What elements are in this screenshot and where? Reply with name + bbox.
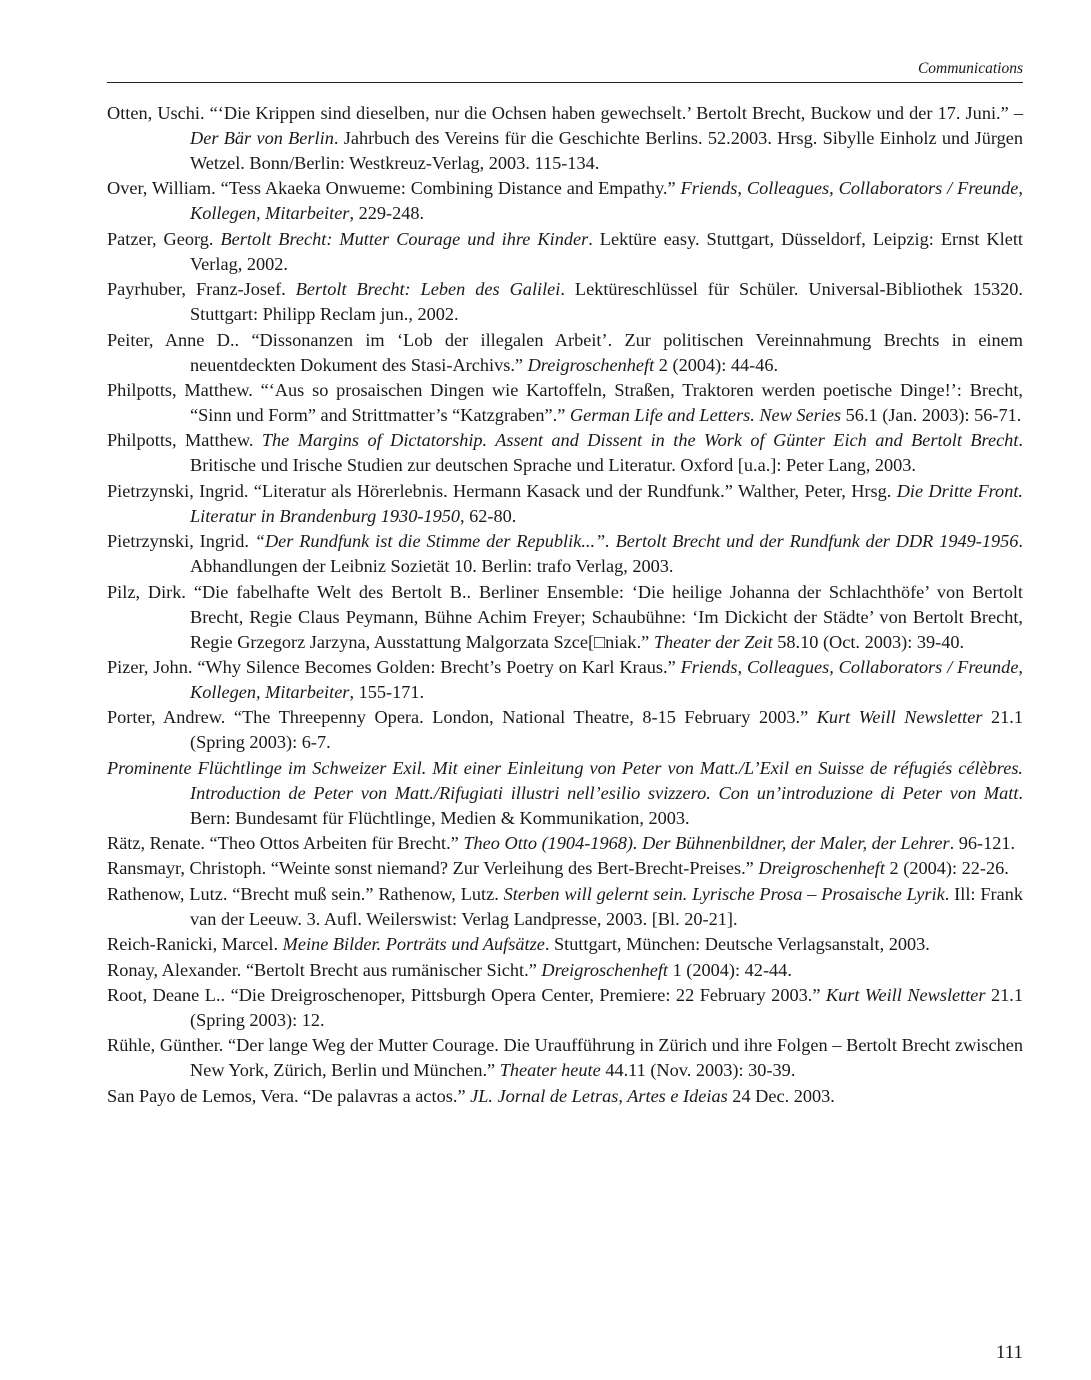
entry-title-italic: Prominente Flüchtlinge im Schweizer Exil. Mit einer Einleitung von Peter von Matt./L’Exil en Suisse de réfugiés célèbres. Introduction de Peter von Matt./Rifugiati illustri nell’esilio svizzero. Con un’introduzione di Peter von Matt: [107, 757, 1023, 803]
page-number: 111: [995, 1342, 1023, 1363]
bibliography-entry: [107, 1033, 1023, 1083]
entry-title-italic: Friends, Colleagues, Collaborators / Freunde, Kollegen, Mitarbeiter: [190, 178, 1023, 224]
entry-text: Philpotts, Matthew. “‘Aus so prosaischen Dingen wie Kartoffeln, Straßen, Traktoren werden poetische Dinge!’: Brecht, “Sinn und Form” and Strittmatter’s “Katzgraben”.”: [107, 379, 1023, 425]
entry-text: , 229-248.: [349, 203, 425, 224]
entry-text: Reich-Ranicki, Marcel.: [107, 934, 283, 955]
bibliography-entry: [107, 277, 1023, 327]
entry-text: 56.1 (Jan. 2003): 56-71.: [841, 404, 1022, 425]
bibliography-entry: [107, 882, 1023, 932]
bibliography-entry: [107, 831, 1023, 856]
entry-text: . Abhandlungen der Leibniz Sozietät 10. Berlin: trafo Verlag, 2003.: [190, 531, 1023, 577]
entry-text: Pizer, John. “Why Silence Becomes Golden: Brecht’s Poetry on Karl Kraus.”: [107, 656, 681, 677]
entry-text: Pietrzynski, Ingrid.: [107, 531, 255, 552]
entry-text: Porter, Andrew. “The Threepenny Opera. London, National Theatre, 8-15 February 2003.”: [107, 707, 817, 728]
entry-text: . Ill: Frank van der Leeuw. 3. Aufl. Weilerswist: Verlag Landpresse, 2003. [Bl. 20-21].: [190, 883, 1023, 929]
entry-title-italic: JL. Jornal de Letras, Artes e Ideias: [470, 1085, 728, 1106]
entry-text: Pietrzynski, Ingrid. “Literatur als Hörerlebnis. Hermann Kasack und der Rundfunk.” Walther, Peter, Hrsg.: [107, 480, 897, 501]
entry-text: . Lektüre easy. Stuttgart, Düsseldorf, Leipzig: Ernst Klett Verlag, 2002.: [190, 228, 1023, 274]
entry-title-italic: Theater heute: [499, 1060, 601, 1081]
entry-text: . Britische und Irische Studien zur deutschen Sprache und Literatur. Oxford [u.a.]: Peter Lang, 2003.: [190, 430, 1023, 476]
entry-text: 2 (2004): 44-46.: [654, 354, 779, 375]
bibliography-entry: [107, 580, 1023, 655]
entry-text: 44.11 (Nov. 2003): 30-39.: [600, 1060, 796, 1081]
entry-text: Rühle, Günther. “Der lange Weg der Mutter Courage. Die Uraufführung in Zürich und ihre Folgen – Bertolt Brecht zwischen New York, Zürich, Berlin und München.”: [107, 1035, 1023, 1081]
bibliography-entry: [107, 378, 1023, 428]
bibliography-entry: [107, 856, 1023, 881]
entry-title-italic: Sterben will gelernt sein. Lyrische Prosa – Prosaische Lyrik: [503, 883, 945, 904]
entry-text: Rathenow, Lutz. “Brecht muß sein.” Rathenow, Lutz.: [107, 883, 504, 904]
entry-title-italic: The Margins of Dictatorship. Assent and Dissent in the Work of Günter Eich and Bertolt Brecht: [261, 430, 1019, 451]
bibliography-entry: [107, 101, 1023, 176]
entry-title-italic: Dreigroschenheft: [758, 858, 885, 879]
entry-text: Peiter, Anne D.. “Dissonanzen im ‘Lob der illegalen Arbeit’. Zur politischen Vereinnahmung Brechts in einem neuentdeckten Dokument des Stasi-Archivs.”: [107, 329, 1023, 375]
entry-title-italic: Der Bär von Berlin: [190, 128, 334, 148]
entry-title-italic: Theo Otto (1904-1968). Der Bühnenbildner, der Maler, der Lehrer: [463, 833, 950, 854]
entry-title-italic: Bertolt Brecht: Leben des Galilei: [295, 279, 561, 300]
bibliography-entry: [107, 328, 1023, 378]
bibliography-entry: [107, 983, 1023, 1033]
entry-text: , 62-80.: [460, 505, 517, 526]
entry-text: 21.1 (Spring 2003): 6-7.: [190, 707, 1024, 753]
bibliography-entry: [107, 227, 1023, 277]
bibliography-entry: [107, 705, 1023, 755]
entry-text: 58.10 (Oct. 2003): 39-40.: [772, 631, 965, 652]
entry-title-italic: Bertolt Brecht: Mutter Courage und ihre Kinder: [220, 228, 589, 249]
bibliography-entry: [107, 932, 1023, 957]
entry-text: Pilz, Dirk. “Die fabelhafte Welt des Bertolt B.. Berliner Ensemble: ‘Die heilige Johanna der Schlachthöfe’ von Bertolt Brecht, Regie Claus Peymann, Bühne Achim Freyer; Schaubühne: ‘Im Dickicht der Städte’ von Bertolt Brecht, Regie Grzegorz Jarzyna, Ausstattung Malgorzata Szce[□niak.”: [107, 581, 1023, 652]
entry-title-italic: Dreigroschenheft: [527, 354, 655, 375]
entry-text: . Jahrbuch des Vereins für die Geschichte Berlins. 52.2003. Hrsg. Sibylle Einholz und Jürgen Wetzel. Bonn/Berlin: Westkreuz-Verlag, 2003. 115-134.: [190, 128, 1023, 173]
entry-text: 24 Dec. 2003.: [727, 1085, 835, 1106]
entry-title-italic: Theater der Zeit: [653, 631, 773, 652]
bibliography-entry: [107, 529, 1023, 579]
entry-text: Root, Deane L.. “Die Dreigroschenoper, Pittsburgh Opera Center, Premiere: 22 February 2003.”: [107, 985, 826, 1006]
entry-title-italic: Kurt Weill Newsletter: [825, 985, 986, 1006]
entry-text: 21.1 (Spring 2003): 12.: [190, 985, 1024, 1031]
entry-text: , 155-171.: [349, 681, 425, 702]
bibliography-list: [107, 101, 1023, 1109]
bibliography-entry: [107, 479, 1023, 529]
bibliography-entry: [107, 655, 1023, 705]
entry-text: Payrhuber, Franz-Josef.: [107, 279, 296, 300]
entry-text: . Stuttgart, München: Deutsche Verlagsanstalt, 2003.: [544, 934, 930, 955]
entry-text: Over, William. “Tess Akaeka Onwueme: Combining Distance and Empathy.”: [107, 178, 681, 199]
entry-text: Ronay, Alexander. “Bertolt Brecht aus rumänischer Sicht.”: [107, 959, 542, 980]
entry-text: . Lektüreschlüssel für Schüler. Universal-Bibliothek 15320. Stuttgart: Philipp Reclam jun., 2002.: [190, 279, 1023, 325]
entry-text: 2 (2004): 22-26.: [884, 858, 1009, 879]
entry-title-italic: Kurt Weill Newsletter: [816, 707, 983, 728]
entry-title-italic: Die Dritte Front. Literatur in Brandenburg 1930-1950: [190, 480, 1023, 526]
bibliography-entry: [107, 1084, 1023, 1109]
entry-text: . 96-121.: [949, 833, 1016, 854]
section-title: Communications: [917, 60, 1023, 77]
entry-title-italic: Dreigroschenheft: [541, 959, 668, 980]
entry-text: Philpotts, Matthew.: [107, 430, 262, 451]
entry-text: San Payo de Lemos, Vera. “De palavras a actos.”: [107, 1085, 471, 1106]
entry-text: Otten, Uschi. “‘Die Krippen sind dieselben, nur die Ochsen haben gewechselt.’ Bertolt Brecht, Buckow und der 17. Juni.” –: [107, 103, 1023, 123]
bibliography-entry: [107, 958, 1023, 983]
entry-title-italic: Friends, Colleagues, Collaborators / Freunde, Kollegen, Mitarbeiter: [190, 656, 1023, 702]
entry-text: . Bern: Bundesamt für Flüchtlinge, Medien & Kommunikation, 2003.: [190, 782, 1023, 828]
entry-text: 1 (2004): 42-44.: [668, 959, 792, 980]
entry-text: Patzer, Georg.: [107, 228, 221, 249]
entry-title-italic: Meine Bilder. Porträts und Aufsätze: [282, 934, 545, 955]
entry-text: Ransmayr, Christoph. “Weinte sonst niemand? Zur Verleihung des Bert-Brecht-Preises.”: [107, 858, 759, 879]
entry-title-italic: “Der Rundfunk ist die Stimme der Republik...”. Bertolt Brecht und der Rundfunk der DDR 1949-1956: [254, 531, 1019, 552]
entry-title-italic: German Life and Letters. New Series: [569, 404, 842, 425]
bibliography-entry: [107, 756, 1023, 831]
bibliography-entry: [107, 176, 1023, 226]
entry-text: Rätz, Renate. “Theo Ottos Arbeiten für Brecht.”: [107, 833, 464, 854]
running-header: [107, 58, 1023, 83]
bibliography-entry: [107, 428, 1023, 478]
